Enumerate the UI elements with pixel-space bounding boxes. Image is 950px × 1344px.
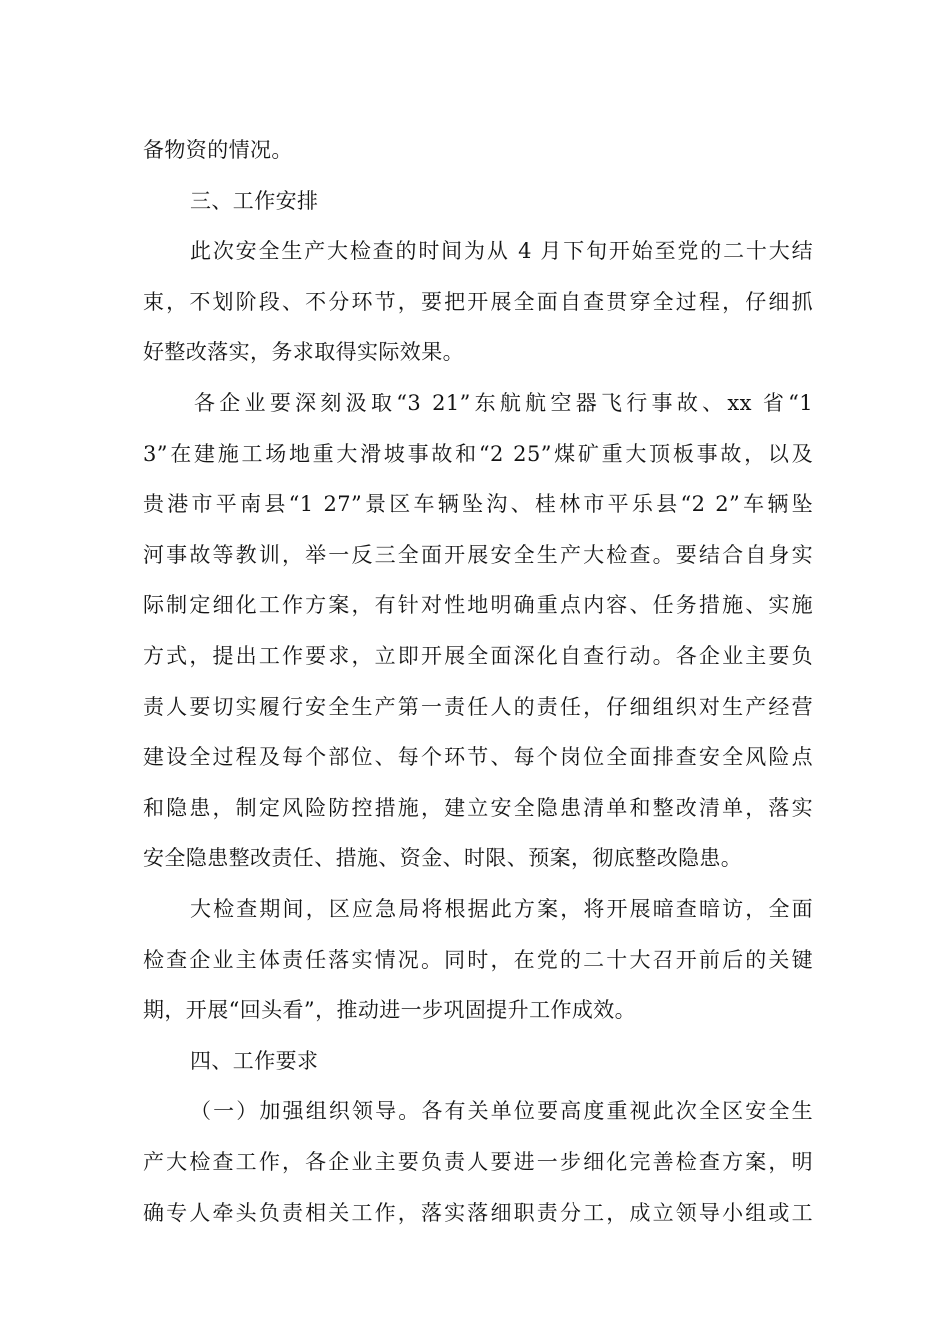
- text-line: （一）加强组织领导。各有关单位要高度重视此次全区安全生: [190, 1099, 813, 1123]
- text-line: 和隐患，制定风险防控措施，建立安全隐患清单和整改清单，落实: [143, 796, 813, 820]
- text-line: 3”在建施工场地重大滑坡事故和“2 25”煤矿重大顶板事故，以及: [143, 442, 813, 466]
- text-line: 贵港市平南县“1 27”景区车辆坠沟、桂林市平乐县“2 2”车辆坠: [143, 492, 813, 516]
- text-line: 安全隐患整改责任、措施、资金、时限、预案，彻底整改隐患。: [143, 846, 743, 870]
- text-line: 建设全过程及每个部位、每个环节、每个岗位全面排查安全风险点: [143, 745, 813, 769]
- text-line: 期，开展“回头看”，推动进一步巩固提升工作成效。: [143, 998, 637, 1022]
- text-line: 检查企业主体责任落实情况。同时，在党的二十大召开前后的关键: [143, 948, 813, 972]
- text-line: 际制定细化工作方案，有针对性地明确重点内容、任务措施、实施: [143, 593, 813, 617]
- text-line: 三、工作安排: [190, 189, 319, 213]
- text-line: 责人要切实履行安全生产第一责任人的责任，仔细组织对生产经营: [143, 695, 813, 719]
- text-line: 确专人牵头负责相关工作，落实落细职责分工，成立领导小组或工: [143, 1201, 813, 1225]
- text-line: 各企业要深刻汲取“3 21”东航航空器飞行事故、xx 省“1: [194, 391, 813, 415]
- text-line: 四、工作要求: [190, 1049, 319, 1073]
- text-line: 好整改落实，务求取得实际效果。: [143, 340, 464, 364]
- text-line: 束，不划阶段、不分环节，要把开展全面自查贯穿全过程，仔细抓: [143, 290, 813, 314]
- text-line: 此次安全生产大检查的时间为从 4 月下旬开始至党的二十大结: [190, 239, 813, 263]
- text-line: 备物资的情况。: [143, 138, 293, 162]
- text-line: 产大检查工作，各企业主要负责人要进一步细化完善检查方案，明: [143, 1150, 813, 1174]
- text-line: 方式，提出工作要求，立即开展全面深化自查行动。各企业主要负: [143, 644, 813, 668]
- text-line: 河事故等教训，举一反三全面开展安全生产大检查。要结合自身实: [143, 543, 813, 567]
- text-line: 大检查期间，区应急局将根据此方案，将开展暗查暗访，全面: [190, 897, 813, 921]
